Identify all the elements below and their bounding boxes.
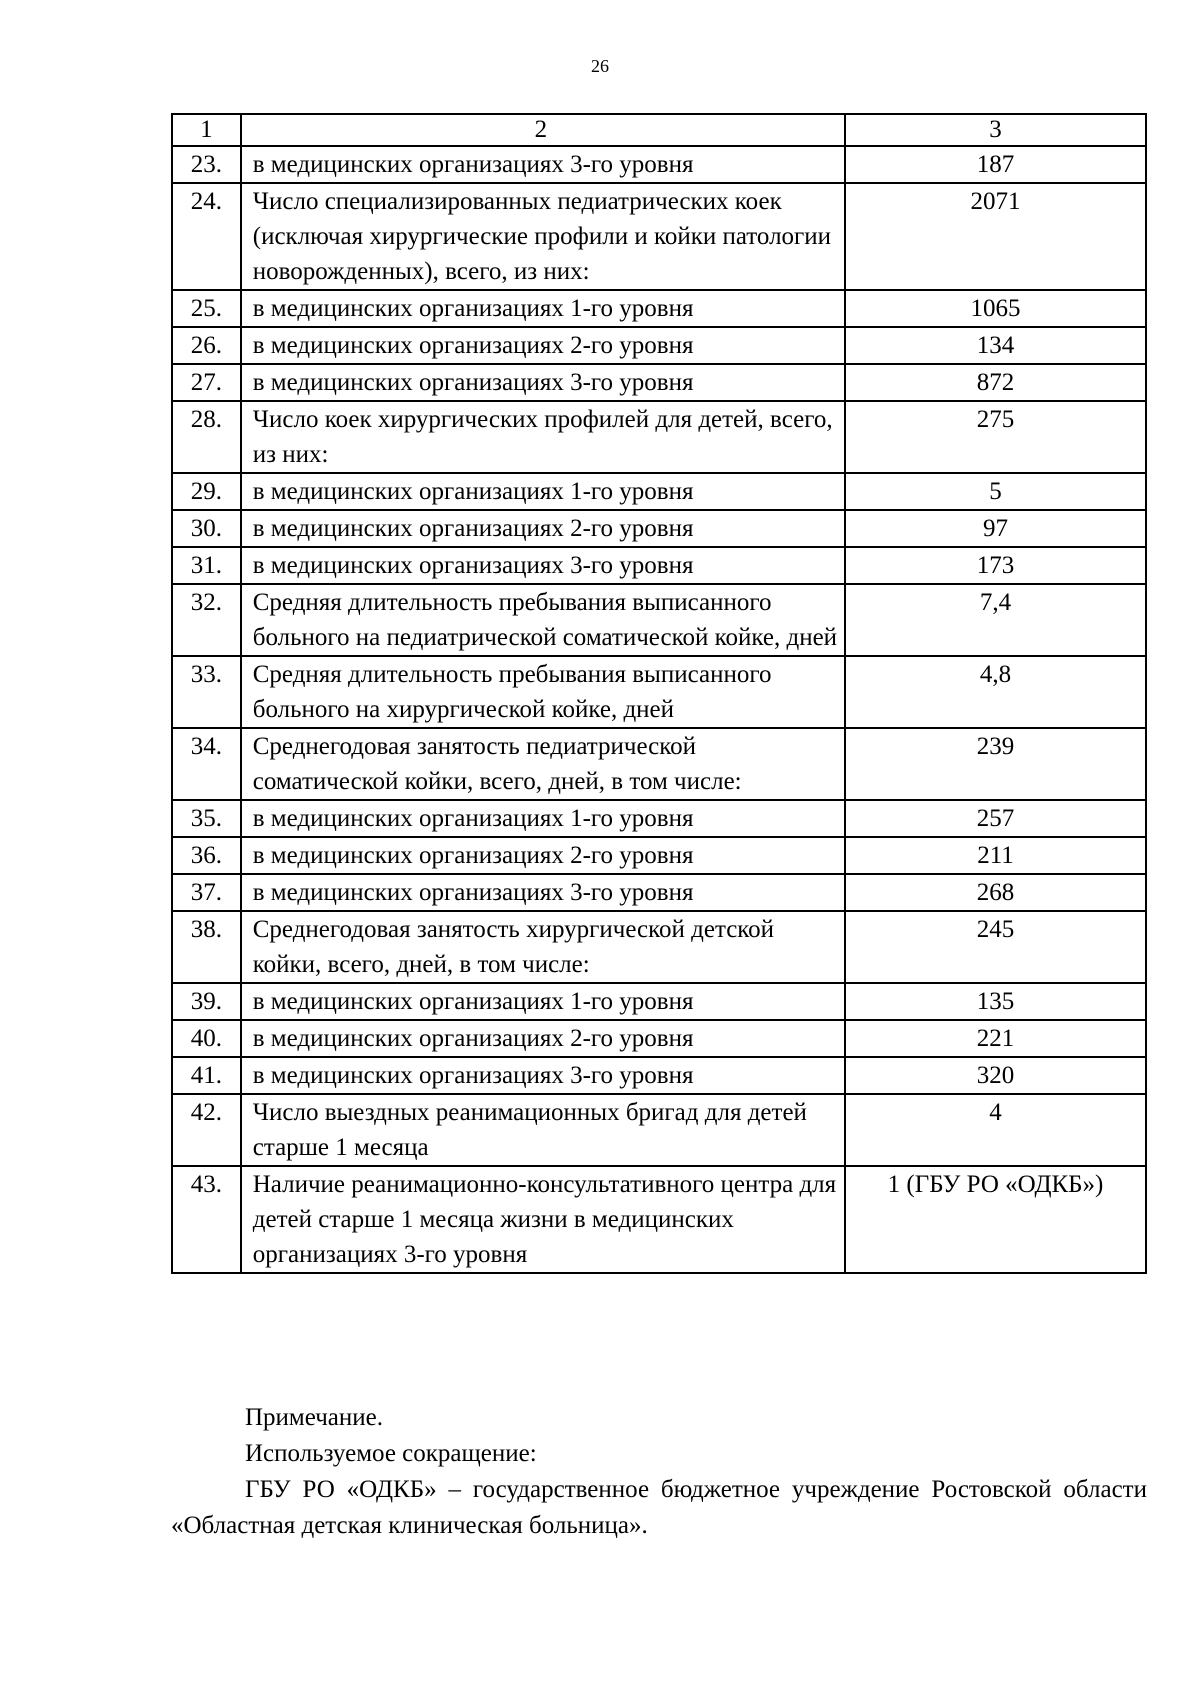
table-row [172, 473, 1146, 510]
table-row [172, 837, 1146, 874]
row-value: 173 [845, 547, 1146, 584]
table-row [172, 547, 1146, 584]
row-value: 257 [845, 800, 1146, 837]
row-value: 134 [845, 327, 1146, 364]
table-row [172, 364, 1146, 401]
row-value: 1065 [845, 290, 1146, 327]
page-number: 26 [591, 56, 609, 76]
row-indicator: в медицинских организациях 3-го уровня [241, 874, 845, 911]
row-indicator: в медицинских организациях 3-го уровня [241, 1057, 845, 1094]
table-row [172, 656, 1146, 728]
row-value: 275 [845, 401, 1146, 473]
row-number: 27. [172, 364, 241, 401]
table-row [172, 290, 1146, 327]
row-value: 4 [845, 1094, 1146, 1166]
row-indicator: Средняя длительность пребывания выписанного больного на педиатрической соматической койке, дней [241, 584, 845, 656]
header-col-3: 3 [845, 114, 1146, 146]
header-col-1: 1 [172, 114, 241, 146]
row-indicator: в медицинских организациях 2-го уровня [241, 510, 845, 547]
row-indicator: Среднегодовая занятость педиатрической соматической койки, всего, дней, в том числе: [241, 728, 845, 800]
row-number: 36. [172, 837, 241, 874]
row-value: 1 (ГБУ РО «ОДКБ») [845, 1166, 1146, 1273]
row-indicator: Средняя длительность пребывания выписанного больного на хирургической койке, дней [241, 656, 845, 728]
row-number: 33. [172, 656, 241, 728]
table-row [172, 146, 1146, 183]
table-row [172, 1057, 1146, 1094]
row-indicator: Число коек хирургических профилей для детей, всего, из них: [241, 401, 845, 473]
row-number: 41. [172, 1057, 241, 1094]
table-row [172, 1020, 1146, 1057]
row-number: 24. [172, 183, 241, 290]
table-row [172, 1094, 1146, 1166]
data-table [171, 113, 1147, 1274]
row-value: 97 [845, 510, 1146, 547]
note-text: ГБУ РО «ОДКБ» – государственное бюджетное учреждение Ростовской области «Областная детская клиническая больница». [171, 1476, 1147, 1539]
row-indicator: в медицинских организациях 2-го уровня [241, 327, 845, 364]
row-value: 7,4 [845, 584, 1146, 656]
table-row [172, 800, 1146, 837]
row-value: 245 [845, 911, 1146, 983]
row-indicator: Число выездных реанимационных бригад для детей старше 1 месяца [241, 1094, 845, 1166]
row-value: 5 [845, 473, 1146, 510]
row-value: 135 [845, 983, 1146, 1020]
row-indicator: в медицинских организациях 2-го уровня [241, 1020, 845, 1057]
table-row [172, 327, 1146, 364]
row-value: 4,8 [845, 656, 1146, 728]
table-row [172, 183, 1146, 290]
row-number: 39. [172, 983, 241, 1020]
row-indicator: в медицинских организациях 3-го уровня [241, 364, 845, 401]
row-number: 42. [172, 1094, 241, 1166]
row-indicator: в медицинских организациях 1-го уровня [241, 800, 845, 837]
row-number: 40. [172, 1020, 241, 1057]
table-row [172, 1166, 1146, 1273]
row-value: 268 [845, 874, 1146, 911]
row-indicator: в медицинских организациях 3-го уровня [241, 146, 845, 183]
table-row [172, 584, 1146, 656]
row-number: 32. [172, 584, 241, 656]
row-number: 31. [172, 547, 241, 584]
row-number: 29. [172, 473, 241, 510]
note-subtitle: Используемое сокращение: [245, 1440, 537, 1467]
row-indicator: Число специализированных педиатрических коек (исключая хирургические профили и койки патологии новорожденных), всего, из них: [241, 183, 845, 290]
row-number: 38. [172, 911, 241, 983]
row-number: 30. [172, 510, 241, 547]
row-number: 26. [172, 327, 241, 364]
row-number: 23. [172, 146, 241, 183]
row-value: 320 [845, 1057, 1146, 1094]
table-body [172, 114, 1146, 1273]
row-indicator: Наличие реанимационно-консультативного центра для детей старше 1 месяца жизни в медицинских организациях 3-го уровня [241, 1166, 845, 1273]
row-value: 187 [845, 146, 1146, 183]
row-number: 37. [172, 874, 241, 911]
table-header-row [172, 114, 1146, 146]
row-value: 211 [845, 837, 1146, 874]
row-value: 221 [845, 1020, 1146, 1057]
row-indicator: в медицинских организациях 1-го уровня [241, 983, 845, 1020]
table-row [172, 510, 1146, 547]
header-col-2: 2 [241, 114, 845, 146]
row-value: 872 [845, 364, 1146, 401]
row-number: 35. [172, 800, 241, 837]
table-row [172, 874, 1146, 911]
note-title: Примечание. [245, 1404, 384, 1431]
row-number: 25. [172, 290, 241, 327]
row-number: 28. [172, 401, 241, 473]
row-value: 2071 [845, 183, 1146, 290]
footnote [171, 1400, 1147, 1544]
table-row [172, 983, 1146, 1020]
row-indicator: Среднегодовая занятость хирургической детской койки, всего, дней, в том числе: [241, 911, 845, 983]
table-row [172, 728, 1146, 800]
row-indicator: в медицинских организациях 1-го уровня [241, 290, 845, 327]
row-number: 43. [172, 1166, 241, 1273]
row-indicator: в медицинских организациях 3-го уровня [241, 547, 845, 584]
row-indicator: в медицинских организациях 2-го уровня [241, 837, 845, 874]
row-value: 239 [845, 728, 1146, 800]
row-number: 34. [172, 728, 241, 800]
table-row [172, 401, 1146, 473]
row-indicator: в медицинских организациях 1-го уровня [241, 473, 845, 510]
table-row [172, 911, 1146, 983]
